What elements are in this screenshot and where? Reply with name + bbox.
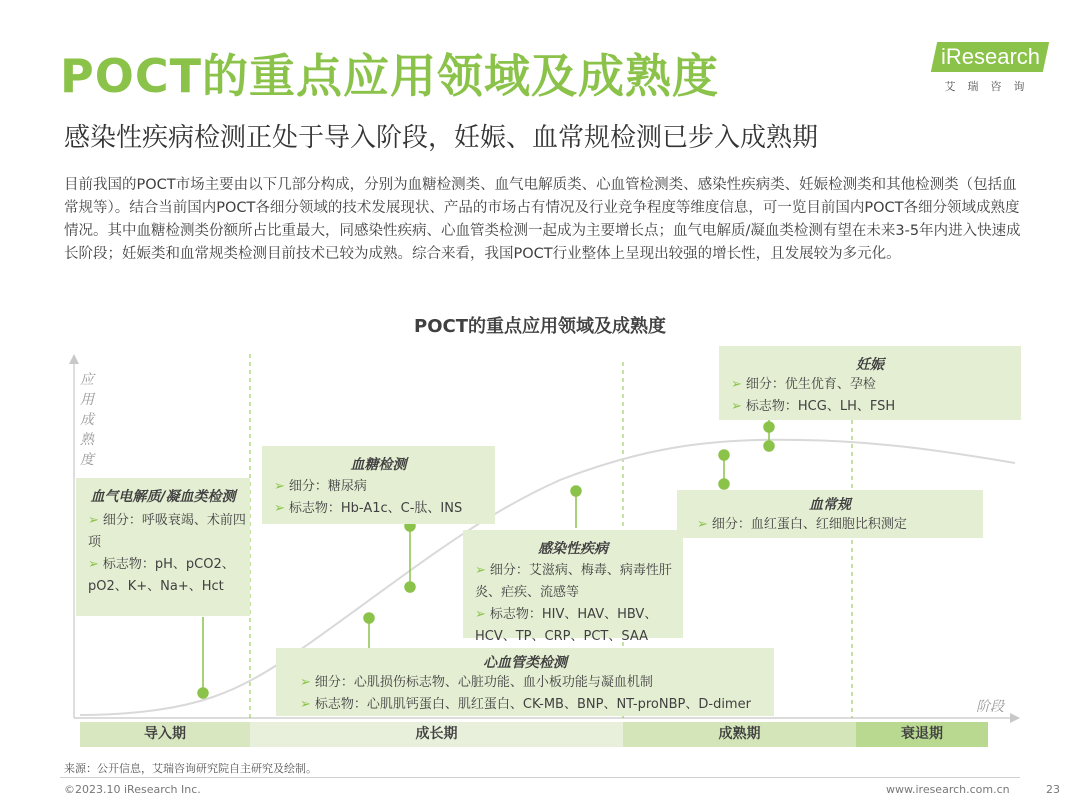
box-pregnancy: 妊娠 ➢ 细分：优生优育、孕检 ➢ 标志物：HCG、LH、FSH — [719, 346, 1021, 420]
page-number: 23 — [1046, 783, 1060, 796]
dot-glucose — [405, 582, 415, 592]
x-axis-label: 阶段 — [976, 699, 1004, 715]
y-axis-arrow — [69, 354, 79, 364]
page-subtitle: 感染性疾病检测正处于导入阶段，妊娠、血常规检测已步入成熟期 — [64, 123, 819, 153]
box-blood-gas: 血气电解质/凝血类检测 ➢ 细分：呼吸衰竭、术前四项 ➢ 标志物：pH、pCO2、pO2、K+、Na+、Hct — [76, 478, 250, 616]
box-line: 细分：优生优育、孕检 — [745, 377, 876, 392]
footer-copyright: ©2023.10 iResearch Inc. — [64, 783, 201, 796]
footer-divider — [60, 777, 1020, 778]
box-title: 心血管类检测 — [483, 655, 567, 671]
box-blood-routine: 血常规 ➢ 细分：血红蛋白、红细胞比积测定 — [677, 490, 983, 538]
phase-growth: 成长期 — [250, 722, 623, 747]
chart-title: POCT的重点应用领域及成熟度 — [414, 316, 666, 337]
box-line: 标志物：HCG、LH、FSH — [745, 399, 896, 414]
phase-introduction: 导入期 — [80, 722, 250, 747]
box-title: 血气电解质/凝血类检测 — [90, 489, 236, 505]
logo-sub: 艾瑞咨询 — [944, 80, 1037, 93]
phase-decline: 衰退期 — [856, 722, 988, 747]
box-line: 标志物：心肌肌钙蛋白、肌红蛋白、CK-MB、BNP、NT-proNBP、D-dimer — [314, 697, 751, 712]
box-line: 细分：心肌损伤标志物、心脏功能、血小板功能与凝血机制 — [314, 675, 653, 690]
footer-source: 来源：公开信息，艾瑞咨询研究院自主研究及绘制。 — [64, 762, 317, 775]
y-axis-label: 应用成熟度 — [80, 372, 94, 468]
box-title: 感染性疾病 — [538, 541, 608, 557]
logo-brand: iResearch — [940, 44, 1041, 69]
box-cardio: 心血管类检测 ➢ 细分：心肌损伤标志物、心脏功能、血小板功能与凝血机制 ➢ 标志物：心肌肌钙蛋白、肌红蛋白、CK-MB、BNP、NT-proNBP、D-dimer — [276, 648, 774, 716]
box-line: 标志物：Hb-A1c、C-肽、INS — [288, 501, 463, 516]
page-title: POCT的重点应用领域及成熟度 — [60, 49, 719, 103]
box-title: 妊娠 — [856, 357, 884, 373]
box-line: 细分：血红蛋白、红细胞比积测定 — [711, 517, 907, 532]
phase-maturity: 成熟期 — [623, 722, 856, 747]
box-line: 细分：呼吸衰竭、术前四项 — [88, 513, 246, 550]
dot-blood-routine — [719, 479, 729, 489]
box-line: 标志物：HIV、HAV、HBV、HCV、TP、CRP、PCT、SAA — [475, 607, 658, 644]
dot-infection — [571, 486, 581, 496]
box-title: 血糖检测 — [350, 457, 407, 473]
box-line: 细分：艾滋病、梅毒、病毒性肝炎、疟疾、流感等 — [475, 563, 672, 600]
dot-blood-gas — [198, 688, 208, 698]
box-line: 标志物：pH、pCO2、pO2、K+、Na+、Hct — [88, 557, 235, 594]
box-infection: 感染性疾病 ➢ 细分：艾滋病、梅毒、病毒性肝炎、疟疾、流感等 ➢ 标志物：HIV、HAV、HBV、HCV、TP、CRP、PCT、SAA — [463, 530, 683, 638]
dot-pregnancy — [764, 441, 774, 451]
box-line: 细分：糖尿病 — [288, 479, 367, 494]
footer-url[interactable]: www.iresearch.com.cn — [886, 783, 1010, 796]
box-title: 血常规 — [809, 497, 851, 513]
dot-cardio — [364, 613, 374, 623]
box-glucose: 血糖检测 ➢ 细分：糖尿病 ➢ 标志物：Hb-A1c、C-肽、INS — [262, 446, 495, 524]
description: 目前我国的POCT市场主要由以下几部分构成，分别为血糖检测类、血气电解质类、心血管检测类、感染性疾病类、妊娠检测类和其他检测类（包括血常规等）。结合当前国内POCT各细分领域的技术发展现状、产品的市场占有情况及行业竞争程度等维度信息，可一览目前国内POCT各细分领域成熟度情况。其中血糖检测类份额所占比重最大，同感染性疾病、心血管类检测一起成为主要增长点；血气电解质/凝血类检测有望在未来3-5年内进入快速成长阶段；妊娠类和血常规类检测目前技术已较为成熟。综合来看，我国POCT行业整体上呈现出较强的增长性，且发展较为多元化。 — [64, 177, 1021, 262]
x-axis-arrow — [1010, 713, 1020, 723]
